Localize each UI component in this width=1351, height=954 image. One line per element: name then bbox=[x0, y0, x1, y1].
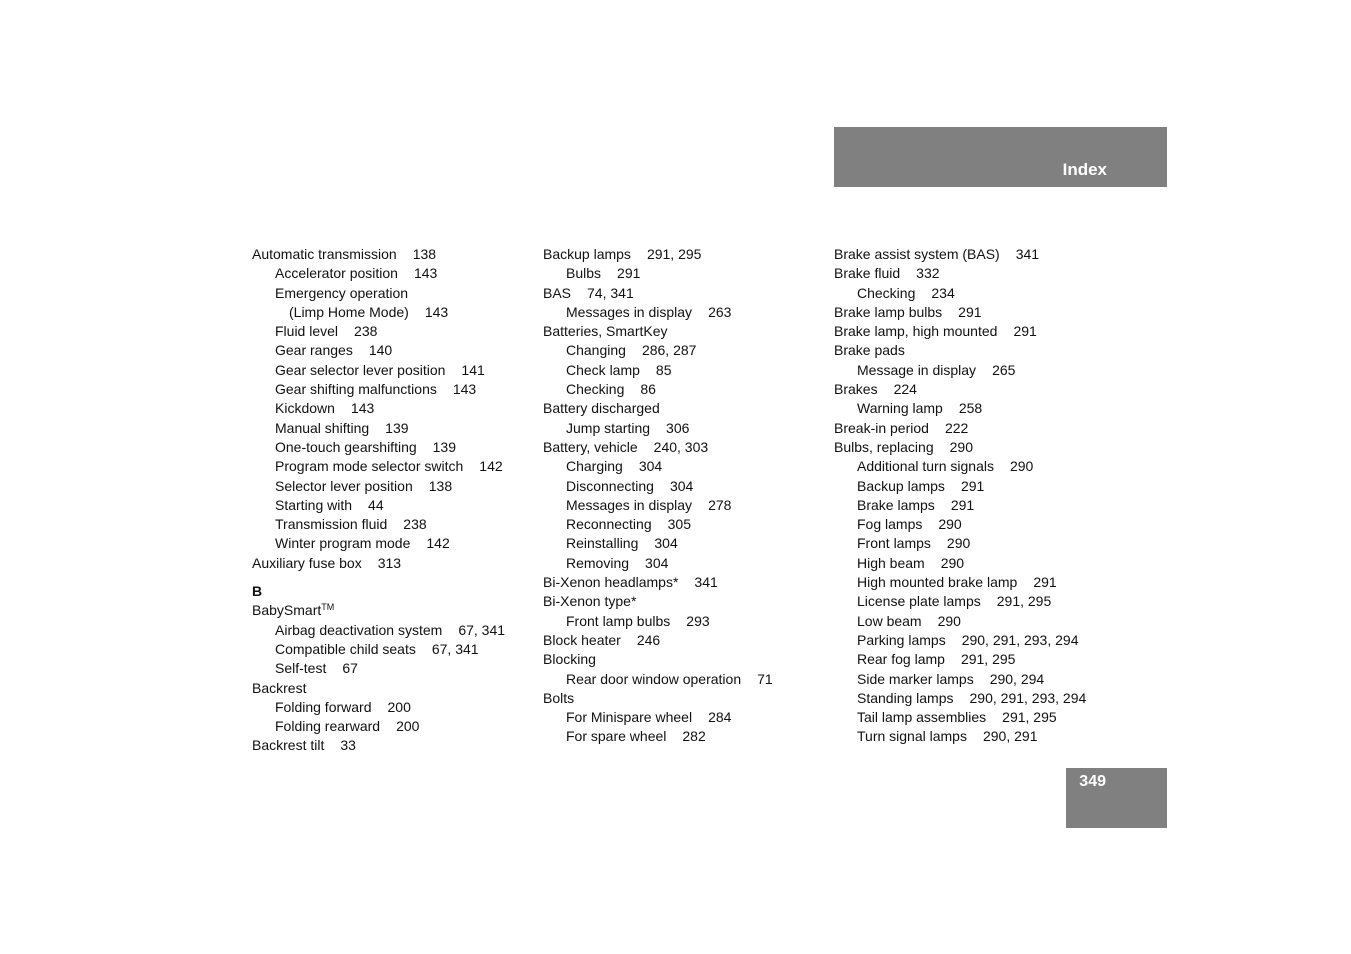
index-term: Checking bbox=[566, 381, 625, 398]
index-term: High beam bbox=[857, 554, 925, 571]
index-term: Removing bbox=[566, 554, 630, 571]
index-entry bbox=[543, 631, 823, 650]
index-subentry bbox=[834, 554, 1114, 573]
index-entry bbox=[543, 322, 823, 341]
index-page-ref[interactable]: 304 bbox=[645, 554, 669, 571]
index-term: Fluid level bbox=[275, 323, 339, 340]
index-term: Gear shifting malfunctions bbox=[275, 381, 437, 398]
index-entry bbox=[252, 245, 532, 264]
index-entry bbox=[834, 322, 1114, 341]
index-term: Brake lamp, high mounted bbox=[834, 323, 998, 340]
index-term: Airbag deactivation system bbox=[275, 621, 443, 638]
index-page-ref[interactable]: 291 bbox=[960, 477, 985, 494]
index-page-ref[interactable]: 67, 341 bbox=[431, 640, 479, 657]
index-page-ref[interactable]: 265 bbox=[992, 361, 1016, 378]
index-page-ref[interactable]: 33 bbox=[340, 737, 356, 754]
index-subentry bbox=[543, 727, 823, 746]
index-entry bbox=[834, 245, 1114, 264]
index-term: Winter program mode bbox=[275, 535, 411, 552]
index-entry bbox=[834, 419, 1114, 438]
index-page-ref[interactable]: 143 bbox=[452, 381, 477, 398]
index-subentry bbox=[252, 341, 532, 360]
index-term: Starting with bbox=[275, 496, 353, 513]
index-subentry bbox=[543, 303, 823, 322]
index-subentry bbox=[252, 322, 532, 341]
index-subentry bbox=[834, 689, 1114, 708]
index-term: Brake fluid bbox=[834, 265, 901, 282]
index-page-ref[interactable]: 224 bbox=[893, 381, 917, 398]
index-subentry bbox=[543, 496, 823, 515]
index-page-ref[interactable]: 142 bbox=[426, 535, 450, 552]
index-page-ref[interactable]: 234 bbox=[931, 284, 955, 301]
index-term: License plate lamps bbox=[857, 593, 981, 610]
index-term: Checking bbox=[857, 284, 916, 301]
index-page-ref[interactable]: 71 bbox=[757, 670, 773, 687]
index-page-ref[interactable]: 332 bbox=[916, 265, 940, 282]
index-subentry bbox=[252, 640, 532, 659]
index-term: Front lamps bbox=[857, 535, 931, 552]
index-term: Additional turn signals bbox=[857, 458, 994, 475]
index-term: Bolts bbox=[543, 689, 575, 706]
index-term: High mounted brake lamp bbox=[857, 574, 1018, 591]
index-subentry bbox=[834, 457, 1114, 476]
index-page-ref[interactable]: 293 bbox=[686, 612, 710, 629]
index-entry bbox=[543, 284, 823, 303]
index-page-ref[interactable]: 284 bbox=[708, 709, 732, 726]
index-term: Batteries, SmartKey bbox=[543, 323, 668, 340]
index-subentry bbox=[252, 361, 532, 380]
index-entry bbox=[834, 438, 1114, 457]
index-page-ref[interactable]: 200 bbox=[387, 698, 411, 715]
index-term: Charging bbox=[566, 458, 623, 475]
index-entry bbox=[543, 573, 823, 592]
index-subentry bbox=[834, 727, 1114, 746]
index-page-ref[interactable]: 313 bbox=[377, 554, 402, 571]
index-term: Parking lamps bbox=[857, 631, 946, 648]
index-subentry bbox=[543, 534, 823, 553]
index-subentry bbox=[543, 419, 823, 438]
index-subentry bbox=[834, 477, 1114, 496]
index-term: Fog lamps bbox=[857, 516, 923, 533]
index-subentry bbox=[834, 650, 1114, 669]
index-term: BabySmart bbox=[252, 602, 322, 619]
index-page-ref[interactable]: 286, 287 bbox=[641, 342, 697, 359]
index-term: Program mode selector switch bbox=[275, 458, 464, 475]
index-subentry bbox=[543, 477, 823, 496]
index-subentry bbox=[252, 457, 532, 476]
index-page-ref[interactable]: 67 bbox=[342, 660, 358, 677]
index-entry bbox=[543, 438, 823, 457]
index-page-ref[interactable]: 290, 291, 293, 294 bbox=[969, 689, 1087, 706]
index-subentry bbox=[252, 399, 532, 418]
index-subentry bbox=[543, 264, 823, 283]
index-page-ref[interactable]: 86 bbox=[640, 381, 656, 398]
index-term: Reinstalling bbox=[566, 535, 639, 552]
index-term: One-touch gearshifting bbox=[275, 438, 417, 455]
index-term: Battery discharged bbox=[543, 400, 660, 417]
index-term: Brake lamp bulbs bbox=[834, 303, 943, 320]
page-number-box bbox=[1066, 768, 1167, 828]
index-subentry bbox=[543, 380, 823, 399]
index-entry bbox=[252, 601, 532, 620]
index-term: Automatic transmission bbox=[252, 246, 397, 262]
index-page-ref[interactable]: 305 bbox=[667, 516, 691, 533]
index-subentry bbox=[834, 708, 1114, 727]
index-page-ref[interactable]: 139 bbox=[385, 419, 409, 436]
index-page-ref[interactable]: 85 bbox=[655, 361, 672, 378]
index-subentry bbox=[252, 659, 532, 678]
index-term: Jump starting bbox=[566, 419, 651, 436]
index-term: Brake lamps bbox=[857, 496, 935, 513]
index-page-ref[interactable]: 291 bbox=[958, 303, 982, 320]
index-page-ref[interactable]: 141 bbox=[461, 361, 485, 378]
index-term: Kickdown bbox=[275, 400, 335, 417]
index-term: Disconnecting bbox=[566, 477, 654, 494]
index-term: Transmission fluid bbox=[275, 516, 388, 533]
index-subentry bbox=[543, 341, 823, 360]
index-page-ref[interactable]: 143 bbox=[350, 400, 375, 417]
index-page-ref[interactable]: 290 bbox=[937, 612, 961, 629]
trademark-superscript: TM bbox=[321, 602, 335, 613]
index-term: Messages in display bbox=[566, 496, 693, 513]
index-term: Changing bbox=[566, 342, 626, 359]
index-entry bbox=[252, 554, 532, 573]
index-page-ref[interactable]: 290 bbox=[1009, 458, 1034, 475]
index-term: Blocking bbox=[543, 651, 596, 668]
index-term: For Minispare wheel bbox=[566, 709, 693, 726]
index-page-ref[interactable]: 238 bbox=[354, 323, 378, 340]
index-subentry bbox=[834, 284, 1114, 303]
index-page-ref[interactable]: 291, 295 bbox=[960, 651, 1016, 668]
index-subentry bbox=[834, 573, 1114, 592]
index-subentry bbox=[543, 515, 823, 534]
index-term: Standing lamps bbox=[857, 689, 954, 706]
index-subentry bbox=[834, 612, 1114, 631]
index-subentry bbox=[252, 380, 532, 399]
index-subentry bbox=[252, 419, 532, 438]
index-term: Bi-Xenon type* bbox=[543, 593, 637, 610]
index-page-ref[interactable]: 290 bbox=[938, 516, 962, 533]
index-term: Brake pads bbox=[834, 342, 905, 359]
index-entry bbox=[252, 736, 532, 755]
index-subentry bbox=[834, 534, 1114, 553]
index-page-ref[interactable]: 291 bbox=[950, 496, 975, 513]
index-entry bbox=[543, 592, 823, 611]
index-subentry bbox=[252, 264, 532, 283]
index-page-ref[interactable]: 282 bbox=[682, 728, 706, 745]
index-entry bbox=[252, 679, 532, 698]
index-subentry bbox=[834, 670, 1114, 689]
index-page-ref[interactable]: 291 bbox=[1013, 323, 1037, 340]
index-term: Auxiliary fuse box bbox=[252, 554, 362, 571]
index-page-ref[interactable]: 246 bbox=[636, 631, 661, 648]
index-term: Reconnecting bbox=[566, 516, 652, 533]
index-subentry bbox=[834, 631, 1114, 650]
index-page-ref[interactable]: 291, 295 bbox=[996, 593, 1052, 610]
index-subentry bbox=[543, 361, 823, 380]
index-term: Gear ranges bbox=[275, 342, 353, 359]
index-subentry bbox=[834, 361, 1114, 380]
index-term: Block heater bbox=[543, 631, 621, 648]
index-page-ref[interactable]: 290 bbox=[949, 438, 973, 455]
index-term: Compatible child seats bbox=[275, 640, 416, 657]
index-subentry bbox=[834, 592, 1114, 611]
index-page-ref[interactable]: 263 bbox=[708, 303, 732, 320]
index-subentry bbox=[252, 698, 532, 717]
index-page-ref[interactable]: 240, 303 bbox=[653, 438, 709, 455]
index-page-ref[interactable]: 304 bbox=[669, 477, 694, 494]
index-page-ref[interactable]: 306 bbox=[666, 419, 690, 436]
index-page-ref[interactable]: 143 bbox=[424, 303, 449, 320]
index-term: Backrest tilt bbox=[252, 737, 325, 754]
index-entry bbox=[834, 380, 1114, 399]
index-subentry bbox=[543, 457, 823, 476]
index-term: Folding rearward bbox=[275, 718, 381, 735]
index-term: Tail lamp assemblies bbox=[857, 709, 987, 726]
index-term: Message in display bbox=[857, 361, 977, 378]
index-page-ref[interactable]: 138 bbox=[412, 246, 437, 262]
index-subentry bbox=[543, 554, 823, 573]
index-term: Accelerator position bbox=[275, 265, 398, 282]
index-term: Backup lamps bbox=[543, 246, 631, 262]
index-term: Bulbs bbox=[566, 265, 602, 282]
index-term: Rear fog lamp bbox=[857, 651, 945, 668]
index-term: Backup lamps bbox=[857, 477, 945, 494]
page-number: 349 bbox=[1079, 773, 1106, 790]
index-column-1 bbox=[252, 245, 532, 756]
index-page-ref[interactable]: 290, 291 bbox=[982, 728, 1038, 745]
index-term: Side marker lamps bbox=[857, 670, 974, 687]
index-subentry bbox=[252, 438, 532, 457]
index-page-ref[interactable]: 67, 341 bbox=[458, 621, 506, 638]
index-column-3 bbox=[834, 245, 1114, 747]
index-term: Selector lever position bbox=[275, 477, 413, 494]
index-term: Break-in period bbox=[834, 419, 929, 436]
index-entry bbox=[834, 303, 1114, 322]
index-page-ref[interactable]: 291 bbox=[1033, 574, 1057, 591]
section-letter: B bbox=[252, 583, 263, 600]
index-page-ref[interactable]: 291 bbox=[617, 265, 641, 282]
index-term: (Limp Home Mode) bbox=[289, 303, 409, 320]
index-entry bbox=[834, 341, 1114, 360]
index-term: Turn signal lamps bbox=[857, 728, 967, 745]
index-subentry bbox=[834, 399, 1114, 418]
index-page-ref[interactable]: 290 bbox=[940, 554, 965, 571]
index-subentry bbox=[543, 612, 823, 631]
index-term: Bulbs, replacing bbox=[834, 438, 934, 455]
index-term: Emergency operation bbox=[275, 284, 409, 301]
index-page-ref[interactable]: 278 bbox=[708, 496, 732, 513]
index-subentry bbox=[252, 303, 532, 322]
index-term: For spare wheel bbox=[566, 728, 667, 745]
index-page-ref[interactable]: 200 bbox=[396, 718, 420, 735]
index-term: Brakes bbox=[834, 381, 878, 398]
index-page-ref[interactable]: 290, 291, 293, 294 bbox=[961, 631, 1079, 648]
index-page-ref[interactable]: 290 bbox=[946, 535, 971, 552]
index-term: Front lamp bulbs bbox=[566, 612, 671, 629]
index-subentry bbox=[834, 515, 1114, 534]
index-subentry bbox=[252, 515, 532, 534]
index-subentry bbox=[252, 477, 532, 496]
index-entry bbox=[834, 264, 1114, 283]
index-term: Rear door window operation bbox=[566, 670, 742, 687]
index-term: Warning lamp bbox=[857, 400, 943, 417]
index-term: Gear selector lever position bbox=[275, 361, 446, 378]
index-term: Backrest bbox=[252, 679, 307, 696]
index-term: Battery, vehicle bbox=[543, 438, 638, 455]
index-page-ref[interactable]: 291, 295 bbox=[1002, 709, 1057, 726]
index-page-ref[interactable]: 222 bbox=[944, 419, 969, 436]
index-header-bar bbox=[834, 127, 1167, 187]
index-title: Index bbox=[1062, 160, 1107, 179]
index-page-ref[interactable]: 142 bbox=[479, 458, 503, 475]
index-subentry bbox=[252, 717, 532, 736]
index-subentry bbox=[252, 496, 532, 515]
index-page-ref[interactable]: 44 bbox=[368, 496, 384, 513]
index-subentry bbox=[543, 670, 823, 689]
index-term: Low beam bbox=[857, 612, 922, 629]
index-entry bbox=[543, 245, 823, 264]
index-term: Self-test bbox=[275, 660, 327, 677]
index-page-ref[interactable]: 143 bbox=[413, 265, 438, 282]
index-page-ref[interactable]: 341 bbox=[694, 574, 718, 591]
index-page-ref[interactable]: 140 bbox=[368, 342, 393, 359]
index-entry bbox=[543, 650, 823, 669]
index-term: Manual shifting bbox=[275, 419, 370, 436]
index-page-ref[interactable]: 304 bbox=[638, 458, 663, 475]
index-subentry bbox=[252, 534, 532, 553]
index-entry bbox=[543, 399, 823, 418]
index-page-ref[interactable]: 291, 295 bbox=[646, 246, 702, 262]
index-term: Messages in display bbox=[566, 303, 693, 320]
index-term: BAS bbox=[543, 284, 572, 301]
index-page-ref[interactable]: 238 bbox=[403, 516, 427, 533]
index-page-ref[interactable]: 74, 341 bbox=[587, 284, 634, 301]
index-subentry bbox=[543, 708, 823, 727]
index-page-ref[interactable]: 258 bbox=[958, 400, 983, 417]
index-subentry bbox=[252, 284, 532, 303]
index-term: Check lamp bbox=[566, 361, 640, 378]
index-term: Bi-Xenon headlamps* bbox=[543, 574, 679, 591]
index-page-ref[interactable]: 304 bbox=[654, 535, 678, 552]
index-page-ref[interactable]: 138 bbox=[428, 477, 453, 494]
index-term: Folding forward bbox=[275, 698, 372, 715]
index-page-ref[interactable]: 341 bbox=[1015, 246, 1040, 262]
index-term: Brake assist system (BAS) bbox=[834, 246, 1000, 262]
index-column-2 bbox=[543, 245, 823, 747]
index-page-ref[interactable]: 290, 294 bbox=[989, 670, 1045, 687]
index-page-ref[interactable]: 139 bbox=[432, 438, 456, 455]
index-subentry bbox=[834, 496, 1114, 515]
index-subentry bbox=[252, 621, 532, 640]
index-entry bbox=[543, 689, 823, 708]
